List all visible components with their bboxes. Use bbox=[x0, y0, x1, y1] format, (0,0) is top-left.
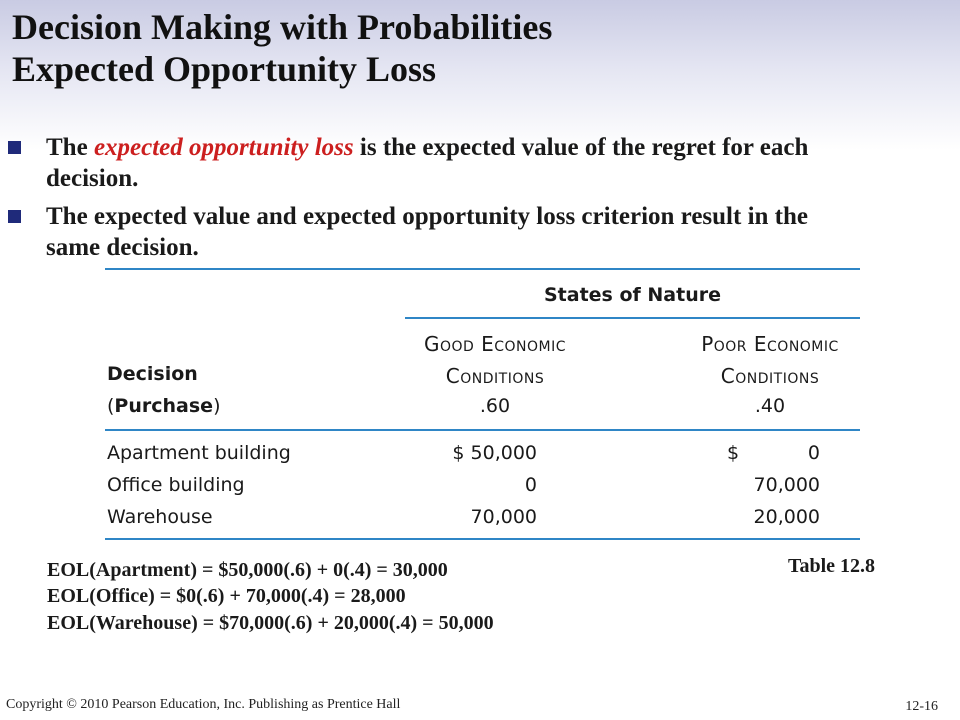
table-top-rule bbox=[105, 268, 860, 270]
table-row-poor: 20,000 bbox=[753, 506, 820, 528]
bullet-2-text: The expected value and expected opportunity loss criterion result in the same decision. bbox=[46, 203, 808, 261]
square-bullet-icon bbox=[8, 141, 21, 154]
poor-probability: .40 bbox=[754, 395, 786, 417]
eol-warehouse: EOL(Warehouse) = $70,000(.6) + 20,000(.4) = 50,000 bbox=[47, 612, 494, 634]
square-bullet-icon bbox=[8, 210, 21, 223]
purchase-header: (Purchase) bbox=[107, 395, 221, 417]
regret-table bbox=[105, 268, 860, 540]
eol-apartment: EOL(Apartment) = $50,000(.6) + 0(.4) = 30,000 bbox=[47, 559, 448, 581]
bullet-1 bbox=[8, 132, 858, 194]
table-row-decision: Apartment building bbox=[107, 442, 291, 464]
table-mid-rule bbox=[105, 429, 860, 431]
good-economic-line1: Good Economic bbox=[423, 332, 567, 356]
table-row-good: 70,000 bbox=[470, 506, 537, 528]
bullet-1-emphasis: expected opportunity loss bbox=[93, 134, 354, 161]
table-row-decision: Warehouse bbox=[107, 506, 213, 528]
states-of-nature-header: States of Nature bbox=[543, 284, 721, 306]
bullet-2 bbox=[8, 201, 858, 263]
poor-economic-line1: Poor Economic bbox=[701, 332, 839, 356]
good-economic-line2: Conditions bbox=[445, 364, 545, 388]
eol-office: EOL(Office) = $0(.6) + 70,000(.4) = 28,000 bbox=[47, 585, 406, 607]
decision-header: Decision bbox=[107, 363, 198, 385]
title-line-1: Decision Making with Probabilities bbox=[12, 7, 553, 47]
page-number: 12-16 bbox=[905, 699, 938, 714]
poor-economic-line2: Conditions bbox=[720, 364, 820, 388]
table-row-poor: 70,000 bbox=[753, 474, 820, 496]
page-title bbox=[12, 6, 552, 90]
title-line-2: Expected Opportunity Loss bbox=[12, 49, 437, 89]
good-probability: .60 bbox=[479, 395, 511, 417]
table-row-good: 0 bbox=[524, 474, 537, 496]
table-row-poor-sign: $ bbox=[727, 442, 740, 464]
copyright-notice: Copyright © 2010 Pearson Education, Inc. Publishing as Prentice Hall bbox=[6, 697, 401, 712]
table-label: Table 12.8 bbox=[788, 555, 876, 577]
table-row-poor: 0 bbox=[807, 442, 820, 464]
states-sub-rule bbox=[405, 317, 860, 319]
table-row-good: $ 50,000 bbox=[452, 442, 537, 464]
bullet-1-text: The expected opportunity loss is the expected value of the regret for each decision. bbox=[46, 134, 809, 192]
table-row-decision: Office building bbox=[107, 474, 245, 496]
table-bottom-rule bbox=[105, 538, 860, 540]
